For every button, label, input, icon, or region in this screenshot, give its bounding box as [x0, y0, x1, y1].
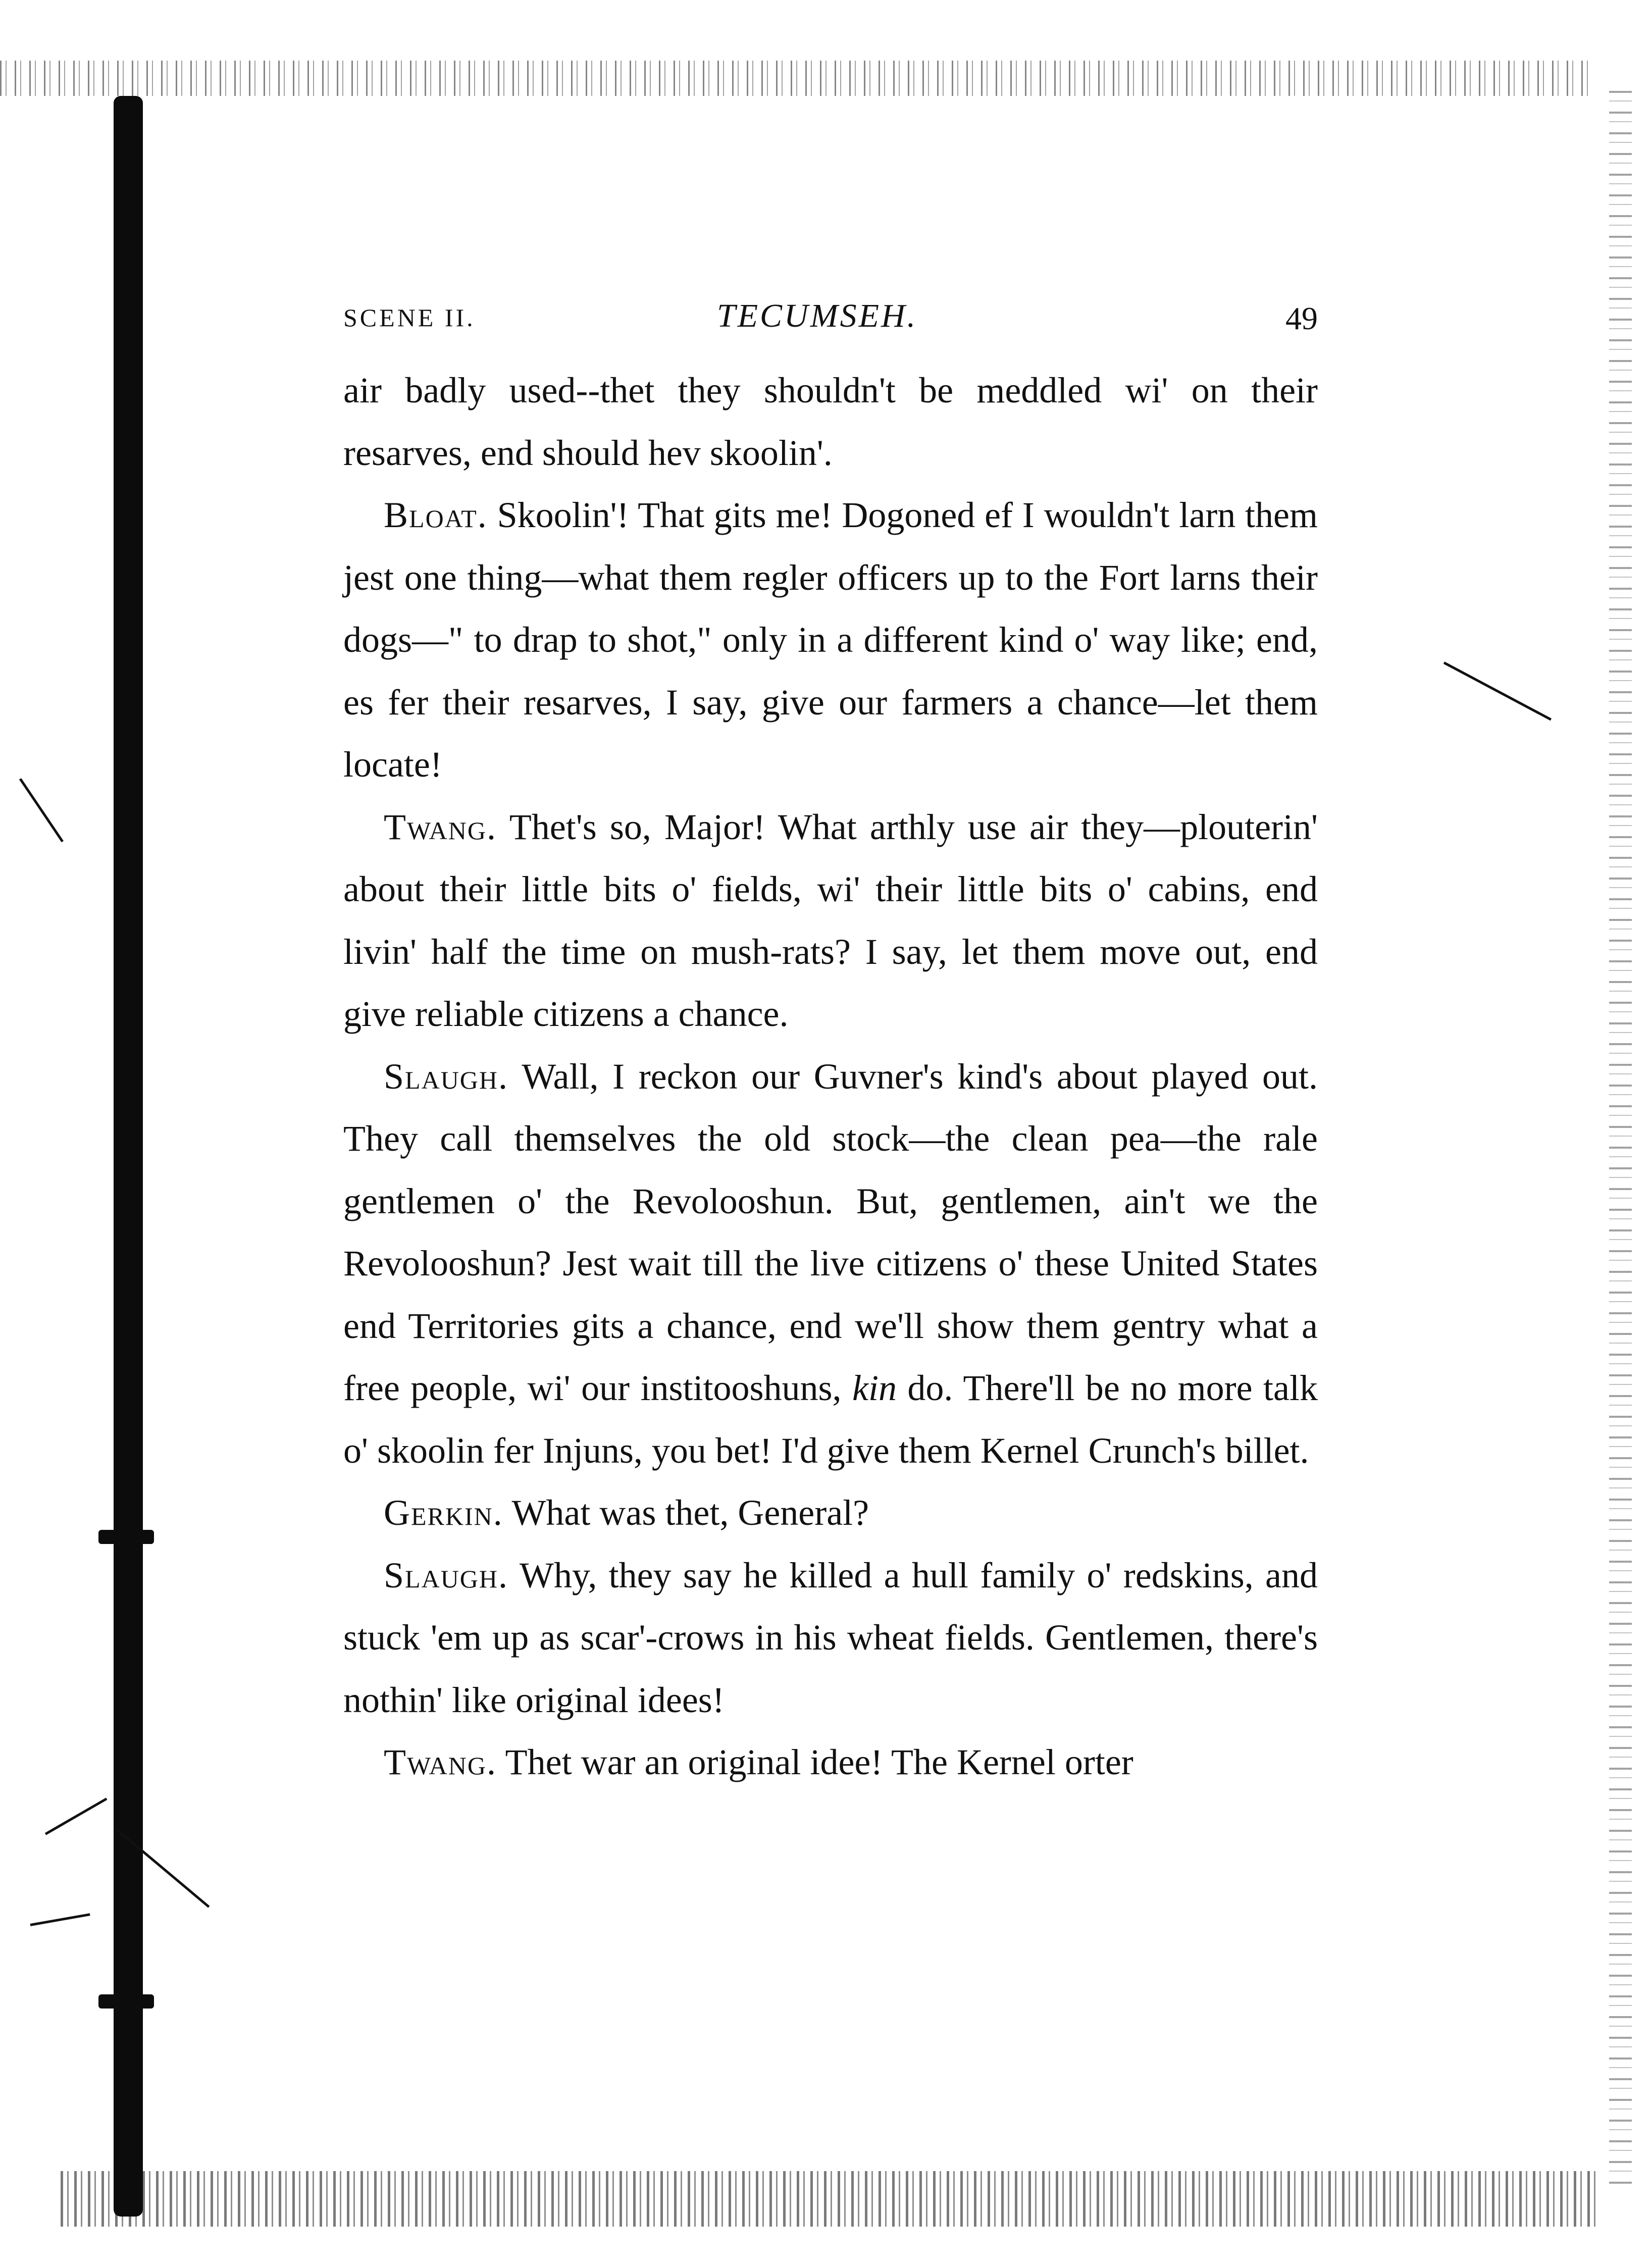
scan-edge-right	[1609, 91, 1632, 2186]
margin-mark	[19, 778, 64, 842]
speech-text: do. There'll be no more talk o' skoolin fer Injuns, you bet! I'd give them Kernel Crunch's billet.	[343, 1368, 1318, 1471]
page-number: 49	[1285, 300, 1318, 336]
speech-text: Wall, I reckon our Guvner's kind's about played out. They call themselves the old stock—the clean pea—the rale gentlemen o' the Revolooshun. But, gentlemen, ain't we the Revolooshun? Jest wait till the live citizens o' these United States end Territories gits a chance, end we'll show them gentry what a free people, wi' our institooshuns,	[343, 1056, 1318, 1408]
speaker-name: Gerkin.	[384, 1492, 503, 1533]
speech-slaugh	[343, 1545, 1318, 1732]
scan-edge-bottom	[61, 2171, 1601, 2227]
binding-notch	[98, 1994, 154, 2009]
book-title: TECUMSEH.	[717, 297, 918, 334]
paragraph-text: air badly used--thet they shouldn't be meddled wi' on their resarves, end should hev skoolin'.	[343, 370, 1318, 473]
speech-text: Why, they say he killed a hull family o' redskins, and stuck 'em up as scar'-crows in his wheat fields. Gentlemen, there's nothin' like original idees!	[343, 1555, 1318, 1720]
italic-word: kin	[852, 1368, 897, 1408]
speech-text: What was thet, General?	[511, 1492, 869, 1533]
margin-mark	[30, 1913, 90, 1926]
scan-edge-top	[0, 61, 1590, 96]
speech-twang	[343, 796, 1318, 1046]
speech-text: Skoolin'! That gits me! Dogoned ef I wouldn't larn them jest one thing—what them regler officers up to the Fort larns their dogs—" to drap to shot," only in a different kind o' way like; end, es fer their resarves, I say, give our farmers a chance—let them locate!	[343, 495, 1318, 785]
speaker-name: Slaugh.	[384, 1555, 509, 1595]
margin-mark	[45, 1797, 108, 1835]
speech-twang	[343, 1731, 1318, 1794]
speaker-name: Twang.	[384, 1742, 497, 1782]
paragraph-continuation	[343, 359, 1318, 484]
running-head	[343, 297, 1318, 342]
speaker-name: Bloat.	[384, 495, 488, 535]
book-binding-edge	[114, 96, 143, 2217]
binding-notch	[98, 1530, 154, 1544]
speech-text: Thet's so, Major! What arthly use air they—plouterin' about their little bits o' fields, wi' their little bits o' cabins, end livin' half the time on mush-rats? I say, let them move out, end give reliable citizens a chance.	[343, 806, 1318, 1034]
play-text	[343, 359, 1318, 1794]
margin-mark	[1443, 661, 1552, 720]
speech-bloat	[343, 484, 1318, 796]
speech-slaugh	[343, 1046, 1318, 1482]
scene-label: SCENE II.	[343, 303, 476, 332]
speech-text: Thet war an original idee! The Kernel orter	[505, 1742, 1133, 1782]
speaker-name: Twang.	[384, 806, 497, 847]
speaker-name: Slaugh.	[384, 1056, 509, 1097]
speech-gerkin	[343, 1482, 1318, 1545]
